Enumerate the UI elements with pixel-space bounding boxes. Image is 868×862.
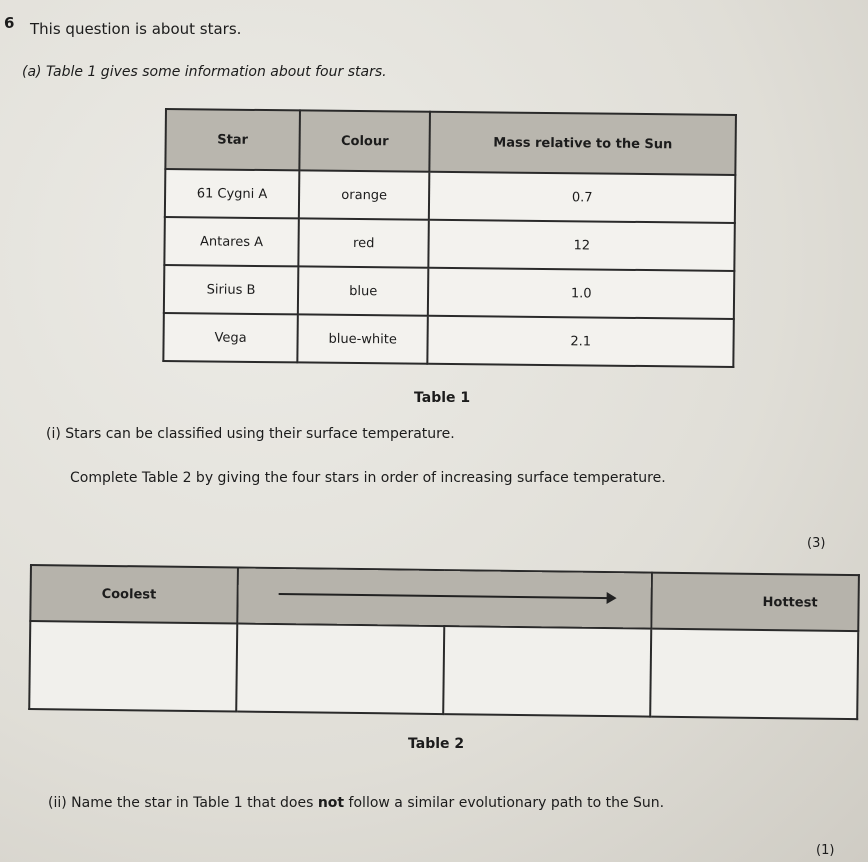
header-hottest: Hottest	[651, 573, 859, 632]
star-colour: orange	[299, 170, 430, 219]
table-row	[164, 265, 734, 319]
star-name: Vega	[163, 313, 297, 362]
answer-cell-1[interactable]	[29, 621, 237, 712]
temperature-order-table	[28, 564, 860, 720]
part-ii-emphasis: not	[317, 795, 345, 811]
answer-cell-3[interactable]	[443, 626, 651, 717]
table-row	[164, 217, 734, 271]
arrow-line	[279, 593, 611, 599]
table2-caption: Table 2	[408, 736, 465, 752]
answer-cell-2[interactable]	[236, 624, 444, 715]
header-coolest: Coolest	[30, 565, 238, 624]
star-colour: blue	[298, 266, 429, 315]
star-name: 61 Cygni A	[165, 169, 299, 218]
star-name: Sirius B	[164, 265, 298, 314]
question-intro: This question is about stars.	[30, 20, 242, 38]
arrow-right-icon	[607, 592, 617, 604]
table-row	[163, 313, 733, 367]
question-number: 6	[4, 14, 15, 32]
star-info-table	[162, 108, 737, 368]
answer-cell-4[interactable]	[650, 629, 858, 720]
star-mass: 1.0	[428, 268, 734, 319]
star-colour: red	[298, 218, 429, 267]
table-header-row	[165, 109, 736, 175]
star-name: Antares A	[164, 217, 298, 266]
part-ii-marks: (1)	[816, 843, 835, 858]
part-i-text: (i) Stars can be classified using their surface temperature.	[46, 426, 455, 442]
part-i-instruction: Complete Table 2 by giving the four stars in order of increasing surface temperature.	[70, 470, 666, 486]
part-ii-text	[48, 793, 788, 813]
table-row	[165, 169, 735, 223]
star-mass: 2.1	[428, 316, 734, 367]
part-i-marks: (3)	[807, 536, 826, 551]
table1-caption: Table 1	[414, 390, 471, 406]
star-mass: 0.7	[429, 172, 735, 223]
header-mass: Mass relative to the Sun	[430, 112, 736, 175]
star-colour: blue-white	[297, 314, 428, 363]
header-star: Star	[165, 109, 300, 170]
table-header-row	[30, 565, 859, 631]
header-colour: Colour	[299, 110, 430, 171]
answer-row	[29, 621, 858, 719]
star-mass: 12	[429, 220, 735, 271]
part-ii-text-after: follow a similar evolutionary path to the Sun.	[344, 795, 665, 811]
part-ii-text-before: (ii) Name the star in Table 1 that does	[48, 795, 318, 811]
increasing-arrow	[237, 568, 652, 629]
part-a-text: (a) Table 1 gives some information about four stars.	[22, 64, 387, 80]
